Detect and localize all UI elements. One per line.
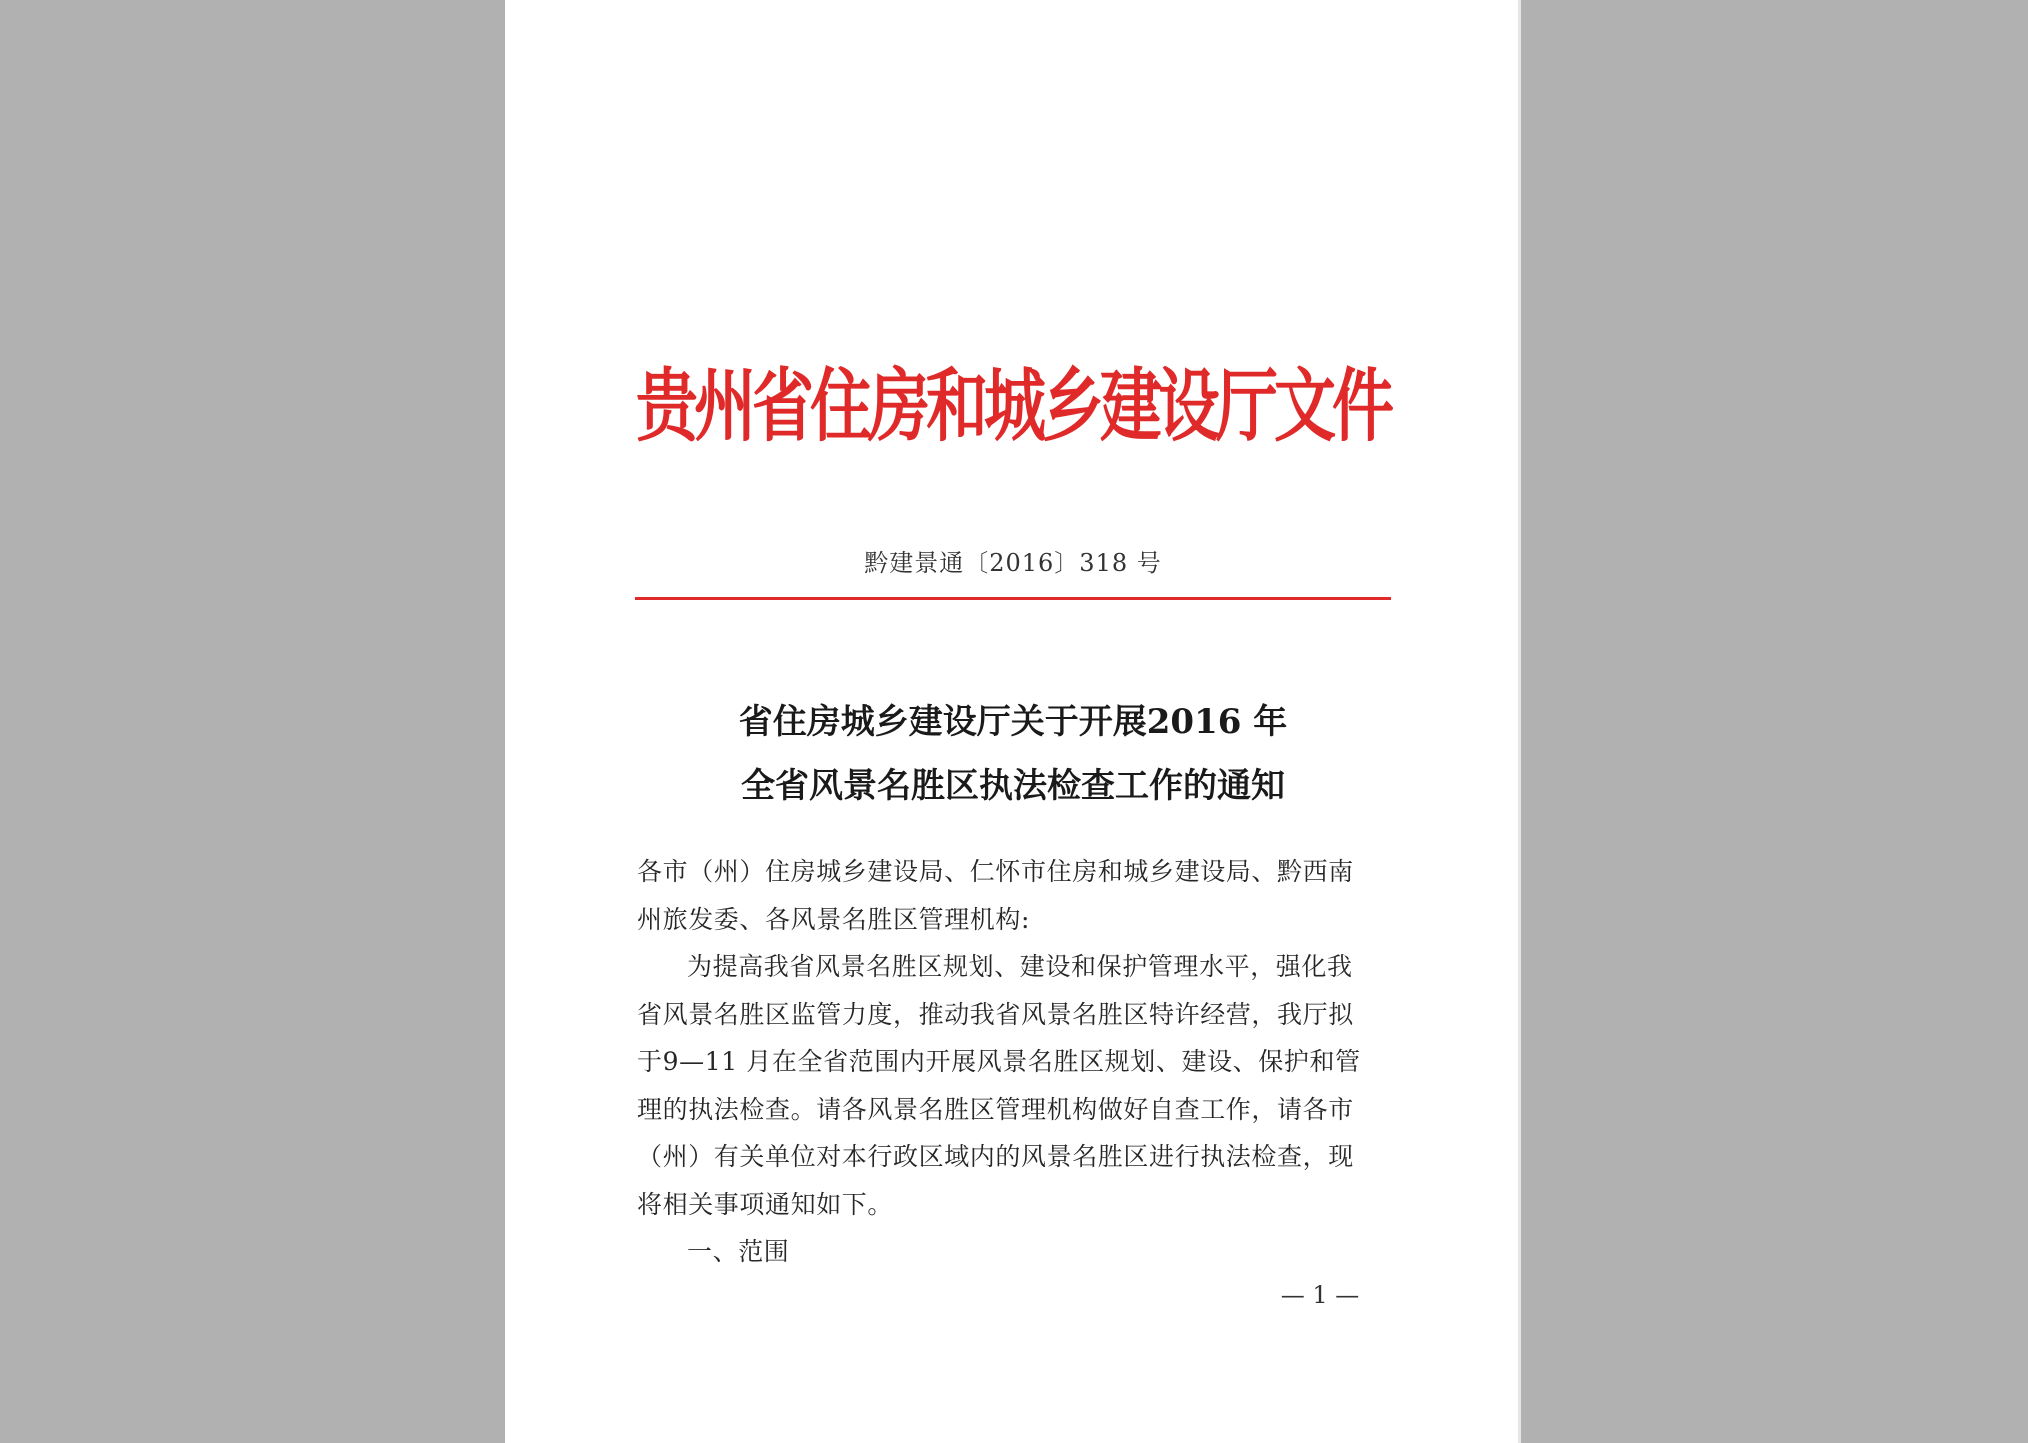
header-divider-red-rule — [635, 597, 1391, 600]
body-line-paragraph-3: 于9—11 月在全省范围内开展风景名胜区规划、建设、保护和管 — [637, 1047, 1361, 1076]
body-line-paragraph-5: （州）有关单位对本行政区域内的风景名胜区进行执法检查，现 — [637, 1142, 1354, 1171]
body-line-paragraph-4: 理的执法检查。请各风景名胜区管理机构做好自查工作，请各市 — [637, 1094, 1354, 1124]
body-line-paragraph-2: 省风景名胜区监管力度，推动我省风景名胜区特许经营，我厅拟 — [637, 999, 1354, 1029]
body-line-addressee-1: 各市（州）住房城乡建设局、仁怀市住房和城乡建设局、黔西南 — [637, 857, 1354, 886]
notice-body — [637, 848, 1397, 1276]
document-page — [505, 0, 1521, 1443]
document-number: 黔建景通〔2016〕318 号 — [864, 549, 1162, 577]
body-line-paragraph-6: 将相关事项通知如下。 — [637, 1189, 894, 1219]
notice-title-line-1: 省住房城乡建设厅关于开展2016 年 — [738, 702, 1288, 742]
notice-title — [505, 690, 1521, 818]
notice-title-line-2: 全省风景名胜区执法检查工作的通知 — [741, 766, 1285, 806]
section-heading-scope: 一、范围 — [687, 1237, 790, 1266]
page-number: — 1 — — [1280, 1281, 1360, 1309]
document-header-title: 贵州省住房和城乡建设厅文件 — [635, 359, 1390, 453]
body-line-paragraph-1: 为提高我省风景名胜区规划、建设和保护管理水平，强化我 — [687, 952, 1353, 981]
body-line-addressee-2: 州旅发委、各风景名胜区管理机构: — [637, 904, 1031, 934]
